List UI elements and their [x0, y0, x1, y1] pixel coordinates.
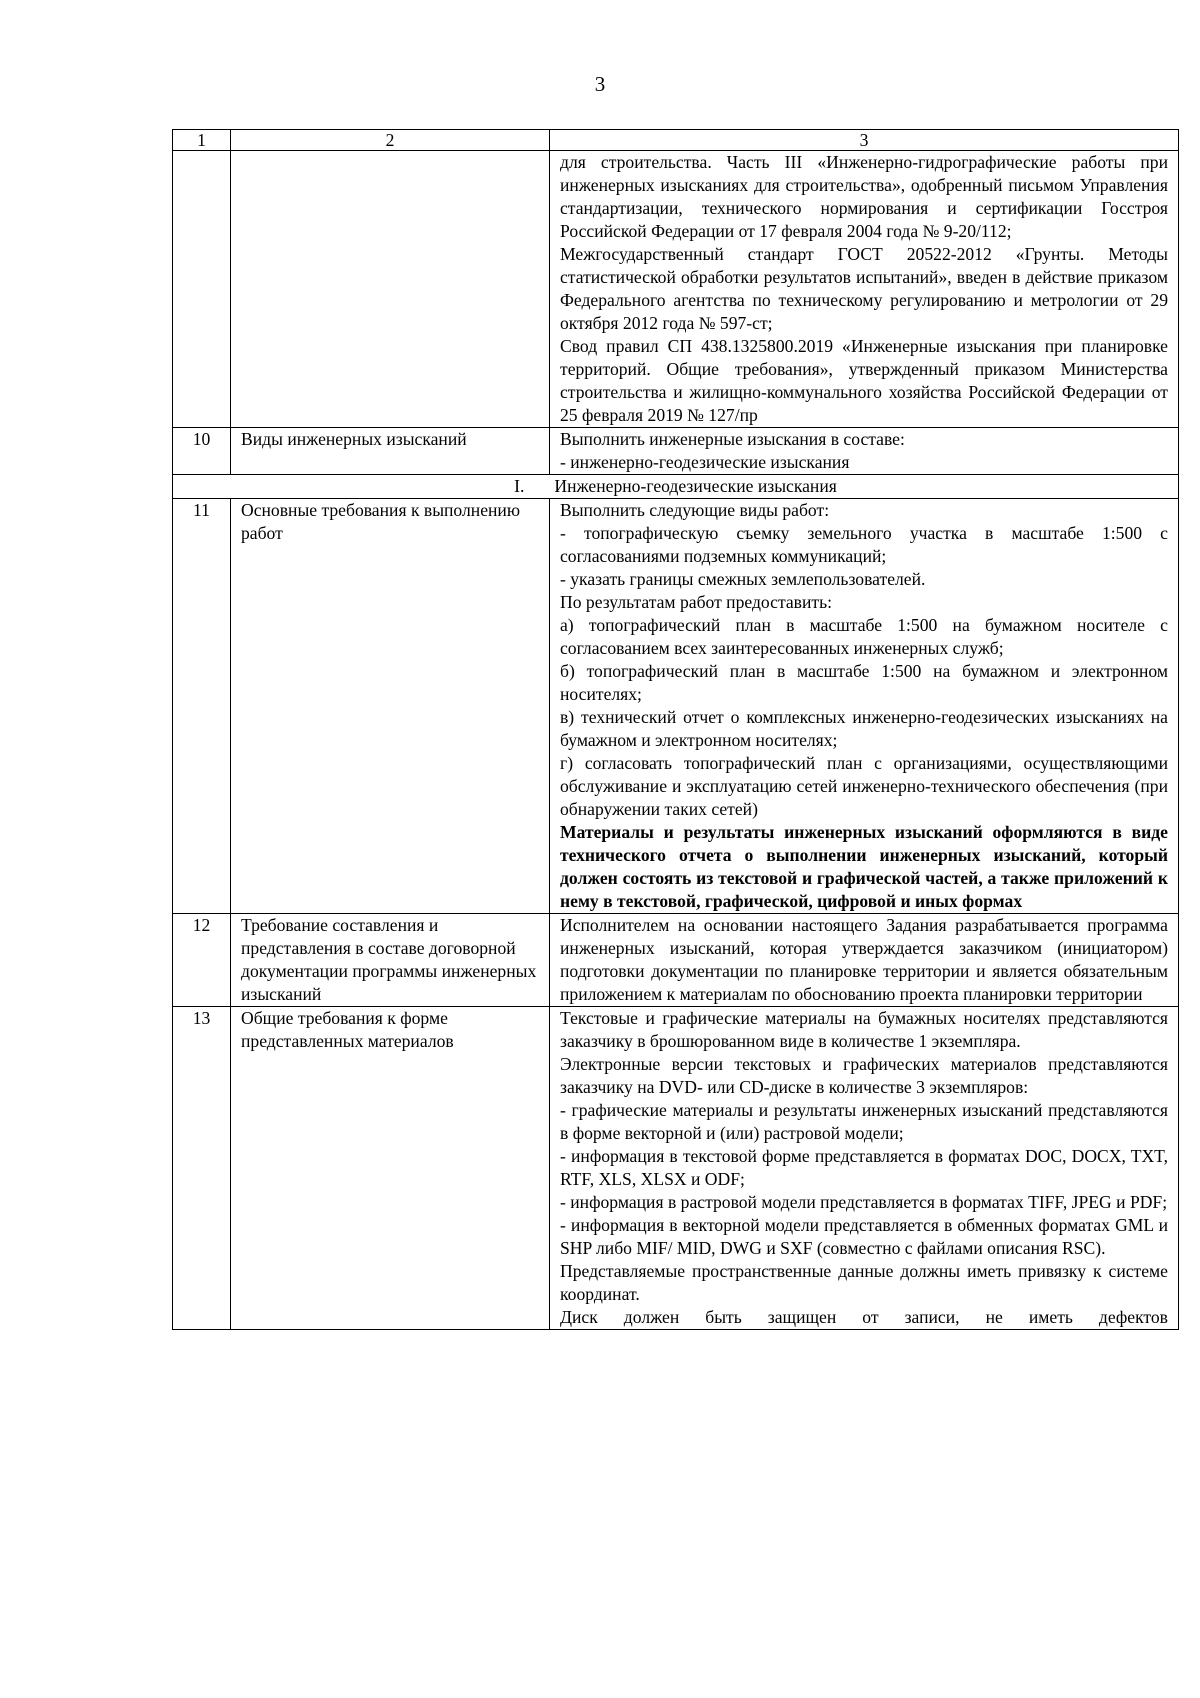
row-content [550, 1007, 1179, 1330]
content-paragraph: - графические материалы и результаты инженерных изысканий представляются в форме векторной и (или) растровой модели; [560, 1100, 1168, 1143]
content-paragraph: - информация в текстовой форме представляется в форматах DOC, DOCX, TXT, RTF, XLS, XLSX и ODF; [560, 1146, 1168, 1189]
section-title [173, 475, 1179, 499]
table-row [173, 428, 1179, 475]
bold-note: Материалы и результаты инженерных изысканий оформляются в виде технического отчета о выполнении инженерных изысканий, который должен состоять из текстовой и графической частей, а также приложений к нему в текстовой, графической, цифровой и иных формах [560, 822, 1168, 911]
row-content [550, 499, 1179, 914]
content-paragraph: Выполнить следующие виды работ: [560, 500, 830, 520]
row-number: 12 [173, 914, 231, 1007]
table-header-row [173, 130, 1179, 151]
content-paragraph: - информация в растровой модели представляется в форматах TIFF, JPEG и PDF; [560, 1192, 1168, 1212]
content-paragraph: Межгосударственный стандарт ГОСТ 20522-2012 «Грунты. Методы статистической обработки результатов испытаний», введен в действие приказом Федерального агентства по техническому регулированию и метрологии от 29 октября 2012 года № 597-ст; [560, 244, 1168, 333]
specification-table [172, 129, 1179, 1330]
section-header-row [173, 475, 1179, 499]
section-number: I. [514, 476, 525, 496]
row-name [231, 151, 550, 428]
content-paragraph: для строительства. Часть III «Инженерно-гидрографические работы при инженерных изысканиях для строительства», одобренный письмом Управления стандартизации, технического нормирования и сертификации Госстроя Российской Федерации от 17 февраля 2004 года № 9-20/112; [560, 152, 1168, 241]
content-paragraph: - инженерно-геодезические изыскания [560, 452, 850, 472]
row-name: Требование составления и представления в составе договорной документации программы инженерных изысканий [231, 914, 550, 1007]
content-paragraph: в) технический отчет о комплексных инженерно-геодезических изысканиях на бумажном и электронном носителях; [560, 707, 1168, 750]
section-label: Инженерно-геодезические изыскания [554, 476, 837, 496]
content-paragraph: Электронные версии текстовых и графических материалов представляются заказчику на DVD- или CD-диске в количестве 3 экземпляров: [560, 1054, 1168, 1097]
content-paragraph: Свод правил СП 438.1325800.2019 «Инженерные изыскания при планировке территорий. Общие требования», утвержденный приказом Министерства строительства и жилищно-коммунального хозяйства Российской Федерации от 25 февраля 2019 № 127/пр [560, 336, 1168, 425]
row-number: 11 [173, 499, 231, 914]
column-header-3: 3 [550, 130, 1179, 151]
content-paragraph: г) согласовать топографический план с организациями, осуществляющими обслуживание и эксплуатацию сетей инженерно-технического обеспечения (при обнаружении таких сетей) [560, 753, 1168, 819]
page-number: 3 [594, 72, 606, 96]
row-name: Виды инженерных изысканий [231, 428, 550, 475]
row-number: 13 [173, 1007, 231, 1330]
row-number: 10 [173, 428, 231, 475]
row-content [550, 428, 1179, 475]
content-paragraph: - указать границы смежных землепользователей. [560, 569, 926, 589]
table-row [173, 151, 1179, 428]
content-paragraph: По результатам работ предоставить: [560, 592, 832, 612]
content-paragraph: Текстовые и графические материалы на бумажных носителях представляются заказчику в брошюрованном виде в количестве 1 экземпляра. [560, 1008, 1168, 1051]
row-name: Общие требования к форме представленных материалов [231, 1007, 550, 1330]
content-paragraph: б) топографический план в масштабе 1:500 на бумажном и электронном носителях; [560, 661, 1168, 704]
content-paragraph: а) топографический план в масштабе 1:500 на бумажном носителе с согласованием всех заинтересованных инженерных служб; [560, 615, 1168, 658]
table-row [173, 499, 1179, 914]
content-paragraph: - топографическую съемку земельного участка в масштабе 1:500 с согласованиями подземных коммуникаций; [560, 523, 1168, 566]
content-paragraph: Представляемые пространственные данные должны иметь привязку к системе координат. [560, 1261, 1168, 1304]
row-content [550, 914, 1179, 1007]
row-number [173, 151, 231, 428]
row-name: Основные требования к выполнению работ [231, 499, 550, 914]
column-header-2: 2 [231, 130, 550, 151]
table-row [173, 1007, 1179, 1330]
column-header-1: 1 [173, 130, 231, 151]
content-paragraph: Выполнить инженерные изыскания в составе: [560, 429, 905, 449]
content-paragraph: Диск должен быть защищен от записи, не иметь дефектов [560, 1307, 1168, 1327]
table-row [173, 914, 1179, 1007]
content-paragraph: - информация в векторной модели представляется в обменных форматах GML и SHP либо MIF/ MID, DWG и SXF (совместно с файлами описания RSC). [560, 1215, 1168, 1258]
content-paragraph: Исполнителем на основании настоящего Задания разрабатывается программа инженерных изысканий, которая утверждается заказчиком (инициатором) подготовки документации по планировке территории и является обязательным приложением к материалам по обоснованию проекта планировки территории [560, 915, 1168, 1004]
row-content [550, 151, 1179, 428]
